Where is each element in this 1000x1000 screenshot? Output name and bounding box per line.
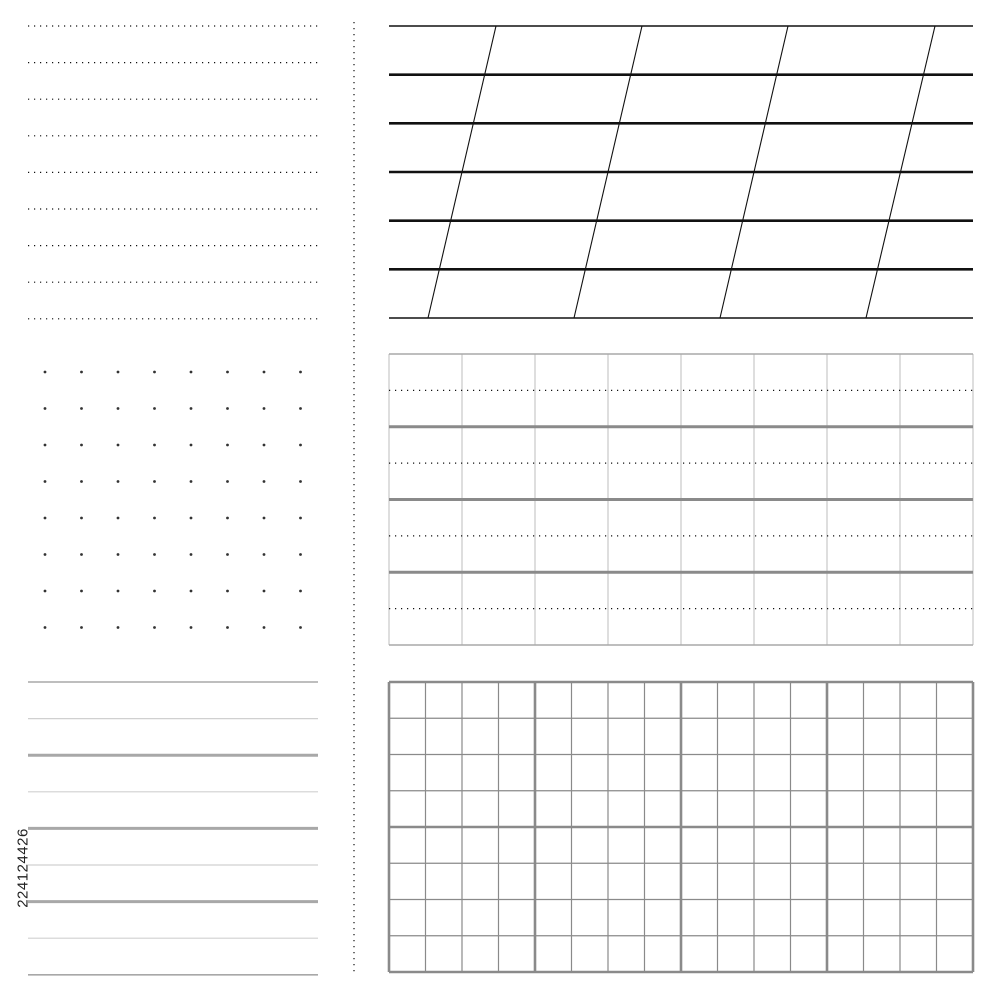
grid-dot: [263, 626, 266, 629]
grid-dot: [263, 517, 266, 520]
grid-dot: [44, 480, 47, 483]
grid-dot: [153, 626, 156, 629]
grid-dot: [117, 517, 120, 520]
grid-dot: [190, 371, 193, 374]
grid-dot: [117, 590, 120, 593]
dot-grid-panel: [44, 371, 302, 629]
grid-dot: [117, 371, 120, 374]
grid-dot: [299, 480, 302, 483]
grid-dot: [226, 407, 229, 410]
grid-dot: [263, 407, 266, 410]
grid-dot: [153, 371, 156, 374]
grid-dot: [153, 480, 156, 483]
grid-dot: [299, 590, 302, 593]
grid-dot: [190, 590, 193, 593]
grid-dot: [190, 407, 193, 410]
grid-dot: [190, 626, 193, 629]
grid-dot: [44, 444, 47, 447]
grid-dot: [153, 553, 156, 556]
grid-dot: [263, 444, 266, 447]
grid-dot: [226, 590, 229, 593]
grid-dot: [80, 407, 83, 410]
grid-dot: [117, 444, 120, 447]
grid-dot: [80, 553, 83, 556]
stock-id-label: 224124426: [14, 828, 32, 908]
grid-dot: [117, 480, 120, 483]
grid-dot: [190, 517, 193, 520]
grid-dot: [263, 371, 266, 374]
grid-dot: [80, 371, 83, 374]
slanted-grid-panel: [389, 26, 973, 318]
grid-dot: [117, 626, 120, 629]
grid-dot: [263, 553, 266, 556]
grid-dot: [226, 371, 229, 374]
grid-dot: [263, 480, 266, 483]
grid-dot: [80, 480, 83, 483]
grid-dot: [299, 626, 302, 629]
grid-dot: [117, 553, 120, 556]
grid-dot: [44, 553, 47, 556]
grid-dot: [153, 590, 156, 593]
grid-dot: [80, 517, 83, 520]
grid-dot: [80, 444, 83, 447]
grid-dot: [226, 553, 229, 556]
grid-dot: [153, 407, 156, 410]
grid-dot: [299, 407, 302, 410]
grid-dot: [44, 517, 47, 520]
grid-dot: [263, 590, 266, 593]
grid-dot: [117, 407, 120, 410]
grid-dot: [153, 444, 156, 447]
grid-dot: [299, 517, 302, 520]
grid-dot: [44, 626, 47, 629]
grid-dot: [80, 590, 83, 593]
grid-dot: [226, 480, 229, 483]
grid-dot: [190, 553, 193, 556]
grid-dot: [190, 444, 193, 447]
grid-dot: [226, 626, 229, 629]
dotted-lines-panel: [28, 26, 318, 319]
grid-dot: [226, 444, 229, 447]
grid-dot: [44, 371, 47, 374]
grid-dot: [80, 626, 83, 629]
handwriting-grid-panel: [389, 354, 973, 645]
grid-dot: [226, 517, 229, 520]
grid-dot: [299, 553, 302, 556]
grid-dot: [153, 517, 156, 520]
square-grid-panel: [389, 682, 973, 972]
grid-dot: [44, 407, 47, 410]
grid-dot: [190, 480, 193, 483]
grid-dot: [299, 371, 302, 374]
grid-dot: [299, 444, 302, 447]
grid-dot: [44, 590, 47, 593]
gray-lines-panel: [28, 682, 318, 975]
